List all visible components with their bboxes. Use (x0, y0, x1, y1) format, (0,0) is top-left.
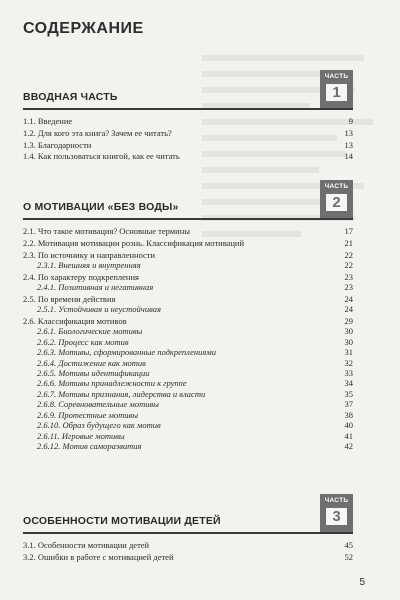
toc-entry-page: 14 (344, 151, 353, 162)
toc-entry (23, 347, 353, 357)
toc-entry-title: 2.1. Что такое мотивация? Основные термины (23, 226, 190, 237)
toc-entry (23, 378, 353, 388)
part-label: ЧАСТЬ (324, 73, 349, 80)
toc-entry-title: 1.2. Для кого эта книга? Зачем ее читать? (23, 128, 172, 138)
toc-entry-title: 2.6.11. Игровые мотивы (37, 430, 125, 441)
part-label: ЧАСТЬ (324, 497, 349, 504)
toc-entry-title: 2.6.12. Мотив саморазвития (37, 440, 142, 451)
toc-entry (23, 294, 353, 304)
part-label: ЧАСТЬ (324, 183, 349, 190)
toc-entry (23, 540, 353, 550)
toc-entry-page: 52 (344, 552, 353, 562)
toc-entry-page: 23 (344, 282, 353, 293)
toc-entry-title: 2.5.1. Устойчивая и неустойчивая (37, 304, 161, 315)
toc-entry-page: 13 (344, 139, 353, 150)
toc-entry-title: 3.1. Особенности мотивации детей (23, 540, 150, 551)
toc-entry-page: 32 (344, 357, 353, 368)
toc-entry-page: 22 (344, 249, 353, 260)
toc-entry-page: 30 (344, 326, 353, 337)
toc-entry-page: 38 (344, 409, 353, 420)
toc-entry-page: 34 (344, 378, 353, 389)
toc-entry (23, 250, 353, 260)
toc-entry (23, 368, 353, 378)
toc-entry (23, 316, 353, 326)
toc-entry-page: 13 (344, 128, 353, 138)
toc-entry (23, 140, 353, 150)
part-1-header (23, 70, 353, 110)
toc-entry-title: 1.4. Как пользоваться книгой, как ее читать (23, 151, 180, 162)
toc-entry-title: 2.6.6. Мотивы принадлежности к группе (37, 378, 187, 389)
toc-entry (23, 552, 353, 562)
toc-entry (23, 326, 353, 336)
toc-entry-title: 2.6.3. Мотивы, сформированные подкреплениями (37, 347, 216, 358)
toc-entry (23, 282, 353, 292)
toc-entry (23, 358, 353, 368)
toc-entry-title: 2.6.10. Образ будущего как мотив (37, 420, 161, 431)
toc-entry (23, 304, 353, 314)
toc-entry (23, 399, 353, 409)
toc-entry-title: 1.3. Благодарности (23, 139, 92, 150)
toc-entry-title: 2.5. По времени действия (23, 293, 116, 304)
toc-entry-title: 2.4. По характеру подкрепления (23, 271, 139, 282)
part-2-header (23, 180, 353, 220)
part-1-entries (23, 115, 353, 162)
contents-title: СОДЕРЖАНИЕ (23, 20, 144, 37)
toc-entry (23, 337, 353, 347)
toc-entry-page: 37 (344, 399, 353, 410)
toc-entry-title: 2.6. Классификация мотивов (23, 316, 127, 327)
part-title: ОСОБЕННОСТИ МОТИВАЦИИ ДЕТЕЙ (23, 515, 221, 527)
toc-entry-title: 2.3.1. Внешняя и внутренняя (37, 260, 141, 271)
part-3-header (23, 494, 353, 534)
toc-entry (23, 226, 353, 236)
toc-entry-title: 2.6.4. Достижение как мотив (37, 357, 146, 368)
toc-entry (23, 151, 353, 161)
toc-entry-title: 2.4.1. Позитивная и негативная (37, 282, 154, 293)
toc-entry-title: 2.6.9. Протестные мотивы (37, 409, 138, 420)
part-badge (320, 70, 353, 108)
page-number: 5 (359, 577, 365, 588)
toc-entry-title: 2.6.8. Соревновательные мотивы (37, 399, 159, 410)
toc-entry-page: 35 (344, 388, 353, 399)
toc-entry-page: 30 (344, 336, 353, 347)
part-number: 1 (326, 84, 347, 101)
part-number: 2 (326, 194, 347, 211)
part-2-entries (23, 225, 353, 451)
toc-entry (23, 389, 353, 399)
part-badge (320, 494, 353, 532)
toc-entry-page: 31 (344, 347, 353, 358)
toc-entry-title: 2.6.5. Мотивы идентификации (37, 368, 150, 379)
toc-entry-page: 40 (344, 420, 353, 431)
toc-entry-title: 2.6.1. Биологические мотивы (37, 326, 143, 337)
toc-entry (23, 116, 353, 126)
toc-entry-page: 41 (344, 430, 353, 441)
part-3-entries (23, 539, 353, 562)
toc-entry-title: 2.6.7. Мотивы признания, лидерства и власти (37, 388, 206, 399)
toc-entry-page: 23 (344, 271, 353, 282)
toc-entry-page: 33 (344, 368, 353, 379)
part-title: ВВОДНАЯ ЧАСТЬ (23, 91, 118, 103)
toc-entry (23, 272, 353, 282)
part-title: О МОТИВАЦИИ «БЕЗ ВОДЫ» (23, 201, 179, 213)
toc-entry-title: 2.6.2. Процесс как мотив (37, 336, 129, 347)
toc-entry-page: 22 (344, 260, 353, 271)
toc-entry (23, 128, 353, 138)
toc-entry-page: 21 (344, 238, 353, 248)
toc-entry-page: 9 (348, 116, 353, 127)
toc-entry-title: 3.2. Ошибки в работе с мотивацией детей (23, 552, 174, 562)
toc-entry-page: 29 (344, 316, 353, 327)
toc-entry (23, 410, 353, 420)
toc-entry-page: 24 (344, 293, 353, 304)
toc-entry (23, 238, 353, 248)
toc-entry-title: 2.3. По источнику и направленности (23, 249, 156, 260)
part-number: 3 (326, 508, 347, 525)
part-badge (320, 180, 353, 218)
toc-entry (23, 260, 353, 270)
toc-entry-page: 24 (344, 304, 353, 315)
toc-entry-title: 2.2. Мотивация мотивации рознь. Классификация мотиваций (23, 238, 245, 248)
toc-entry-page: 17 (344, 226, 353, 237)
toc-entry-page: 45 (344, 540, 353, 551)
toc-entry (23, 431, 353, 441)
toc-entry-page: 42 (344, 440, 353, 451)
toc-entry (23, 441, 353, 451)
toc-entry-title: 1.1. Введение (23, 116, 73, 127)
toc-entry (23, 420, 353, 430)
